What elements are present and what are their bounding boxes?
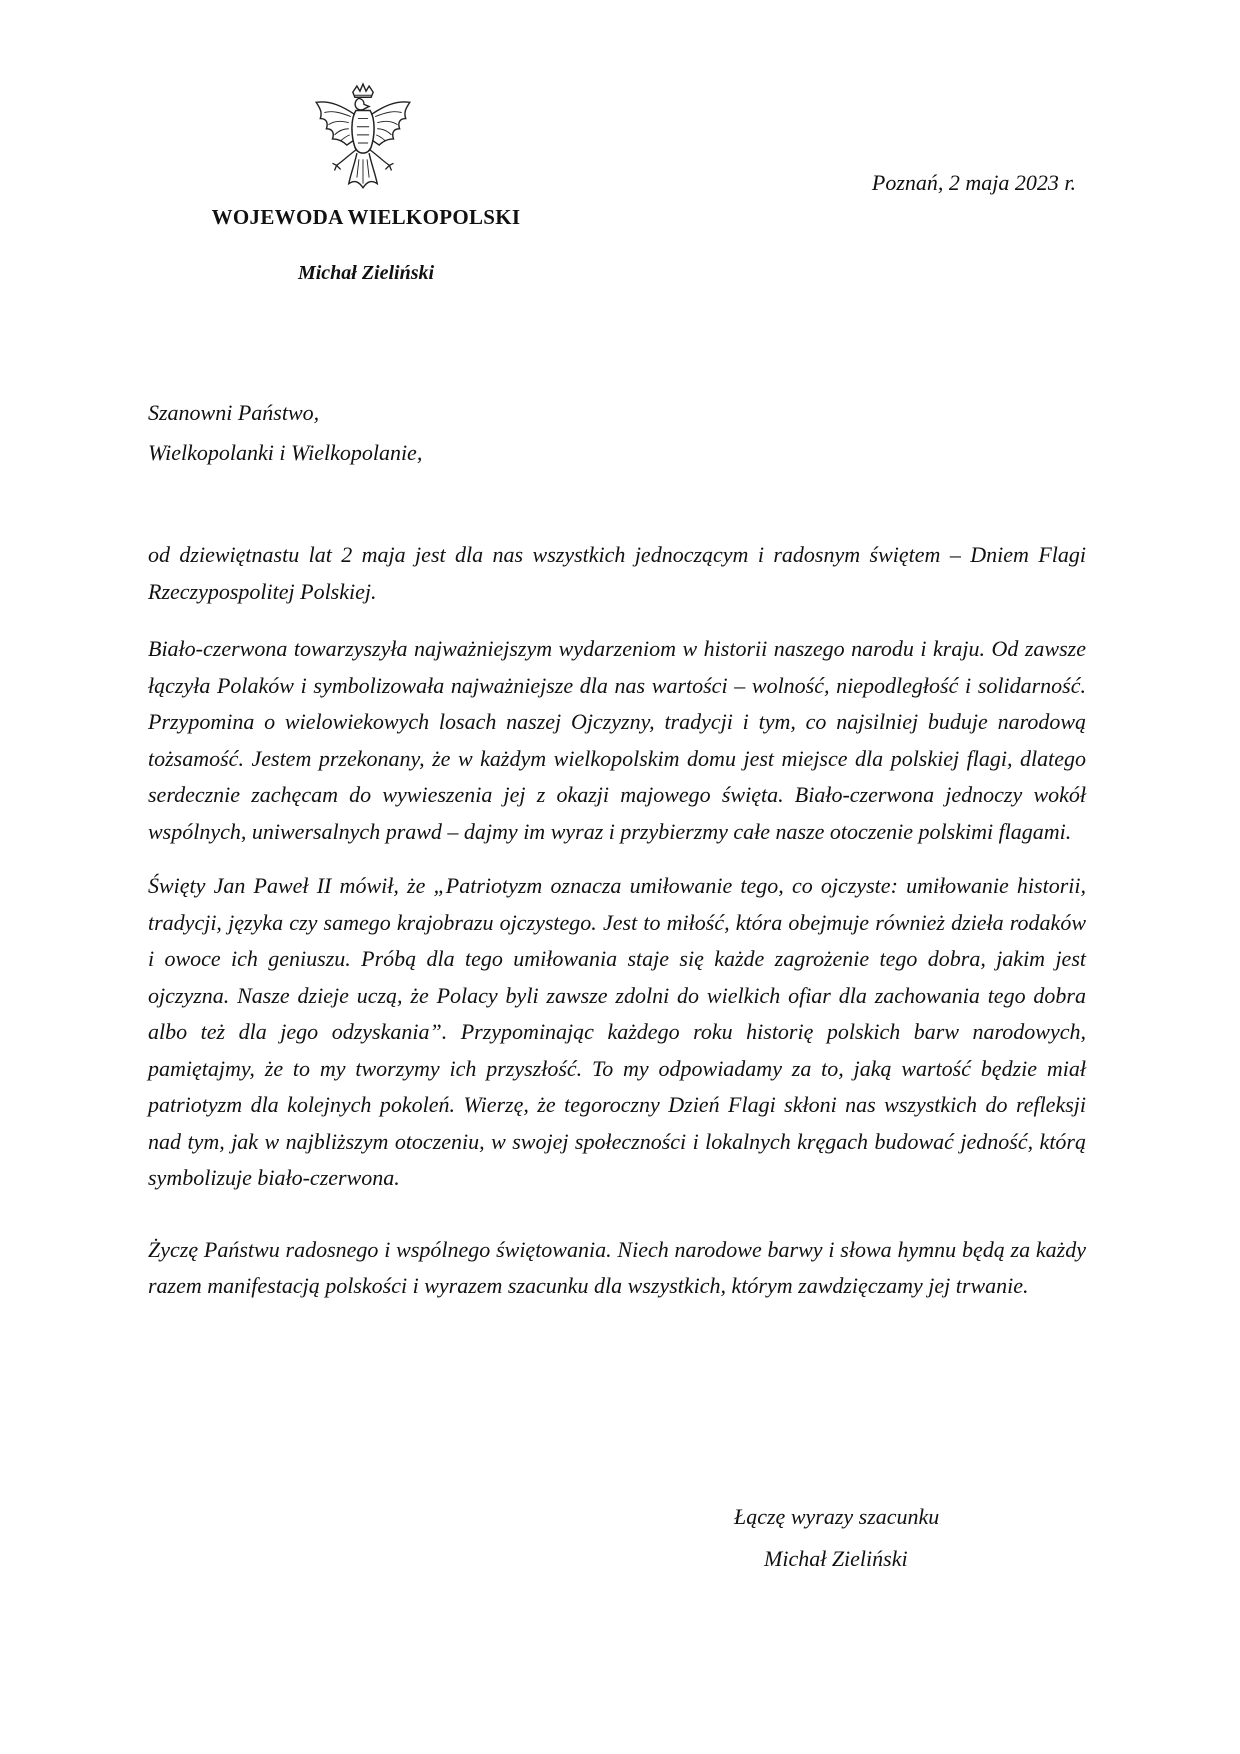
body-paragraph-3: Święty Jan Paweł II mówił, że „Patriotyzm oznacza umiłowanie tego, co ojczyste: umiłowanie historii, tradycji, języka czy samego krajobrazu ojczystego. Jest to miłość, która obejmuje również dzieła rodaków i owoce ich geniuszu. Próbą dla tego umiłowania staje się każde zagrożenie tego dobra, jakim jest ojczyzna. Nasze dzieje uczą, że Polacy byli zawsze zdolni do wielkich ofiar dla zachowania tego dobra albo też dla jego odzyskania”. Przypominając każdego roku historię polskich barw narodowych, pamiętajmy, że to my tworzymy ich przyszłość. To my odpowiadamy za to, jaką wartość będzie miał patriotyzm dla kolejnych pokoleń. Wierzę, że tegoroczny Dzień Flagi skłoni nas wszystkich do refleksji nad tym, jak w najbliższym otoczeniu, w swojej społeczności i lokalnych kręgach budować jedność, którą symbolizuje biało-czerwona.	[148, 873, 1086, 1190]
salutation-line-2: Wielkopolanki i Wielkopolanie,	[148, 440, 423, 465]
letter-date: Poznań, 2 maja 2023 r.	[871, 170, 1076, 195]
letter-body	[148, 537, 1086, 1323]
institution-name: WOJEWODA WIELKOPOLSKI	[211, 205, 521, 229]
closing-regards: Łączę wyrazy szacunku	[734, 1504, 940, 1529]
official-name: Michał Zieliński	[297, 262, 435, 284]
body-paragraph-4: Życzę Państwu radosnego i wspólnego świętowania. Niech narodowe barwy i słowa hymnu będą za każdy razem manifestacją polskości i wyrazem szacunku dla wszystkich, którym zawdzięczamy jej trwanie.	[148, 1236, 1086, 1298]
body-paragraph-1: od dziewiętnastu lat 2 maja jest dla nas wszystkich jednoczącym i radosnym świętem – Dniem Flagi Rzeczypospolitej Polskiej.	[148, 542, 1086, 604]
salutation-line-1: Szanowni Państwo,	[148, 400, 320, 425]
body-paragraph-2: Biało-czerwona towarzyszyła najważniejszym wydarzeniom w historii naszego narodu i kraju. Od zawsze łączyła Polaków i symbolizowała najważniejsze dla nas wartości – wolność, niepodległość i solidarność. Przypomina o wielowiekowych losach naszej Ojczyzny, tradycji i tym, co najsilniej buduje narodową tożsamość. Jestem przekonany, że w każdym wielkopolskim domu jest miejsce dla polskiej flagi, dlatego serdecznie zachęcam do wywieszenia jej z okazji majowego święta. Biało-czerwona jednoczy wokół wspólnych, uniwersalnych prawd – dajmy im wyraz i przybierzmy całe nasze otoczenie polskimi flagami.	[148, 636, 1086, 844]
eagle-emblem-graphic	[300, 82, 426, 204]
salutation	[148, 393, 1088, 473]
closing	[734, 1496, 939, 1580]
signature-name: Michał Zieliński	[764, 1546, 908, 1571]
polish-eagle-emblem-icon	[300, 82, 426, 204]
